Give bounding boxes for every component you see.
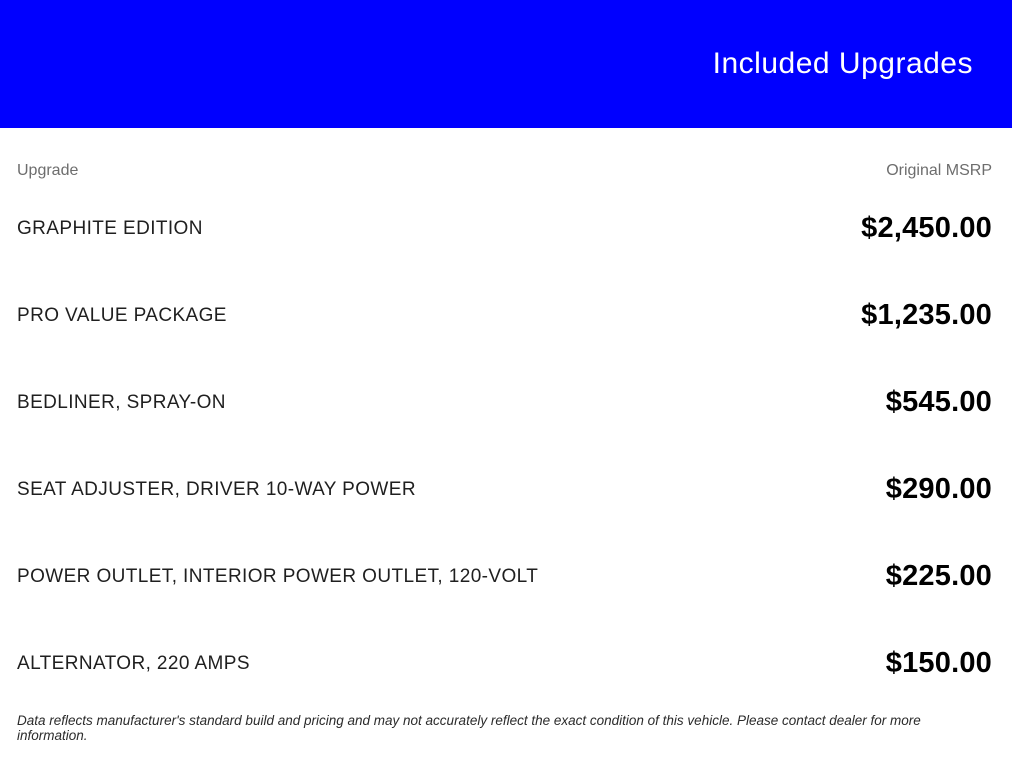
column-header-upgrade: Upgrade xyxy=(17,162,79,179)
disclaimer-text: Data reflects manufacturer's standard build and pricing and may not accurately reflect the exact condition of this vehicle. Please contact dealer for more information. xyxy=(17,713,921,743)
upgrade-name: POWER OUTLET, INTERIOR POWER OUTLET, 120-VOLT xyxy=(17,565,539,587)
table-row xyxy=(17,446,992,533)
upgrade-price: $2,450.00 xyxy=(861,212,992,244)
table-row xyxy=(17,620,992,707)
table-row xyxy=(17,185,992,272)
page-title: Included Upgrades xyxy=(712,47,973,80)
upgrade-price: $150.00 xyxy=(885,647,992,679)
upgrade-name: ALTERNATOR, 220 AMPS xyxy=(17,652,250,674)
upgrade-price: $1,235.00 xyxy=(861,299,992,331)
table-row xyxy=(17,272,992,359)
upgrade-name: SEAT ADJUSTER, DRIVER 10-WAY POWER xyxy=(17,478,416,500)
column-header-original-msrp: Original MSRP xyxy=(886,162,992,179)
upgrade-price: $545.00 xyxy=(885,386,992,418)
upgrade-name: GRAPHITE EDITION xyxy=(17,217,203,239)
upgrade-name: BEDLINER, SPRAY-ON xyxy=(17,391,226,413)
table-row xyxy=(17,359,992,446)
table-header-row xyxy=(17,128,992,180)
upgrade-rows xyxy=(17,185,992,707)
included-upgrades-banner xyxy=(0,0,1012,128)
upgrades-table xyxy=(0,128,1024,743)
upgrade-price: $290.00 xyxy=(885,473,992,505)
upgrade-name: PRO VALUE PACKAGE xyxy=(17,304,227,326)
table-row xyxy=(17,533,992,620)
upgrade-price: $225.00 xyxy=(885,560,992,592)
